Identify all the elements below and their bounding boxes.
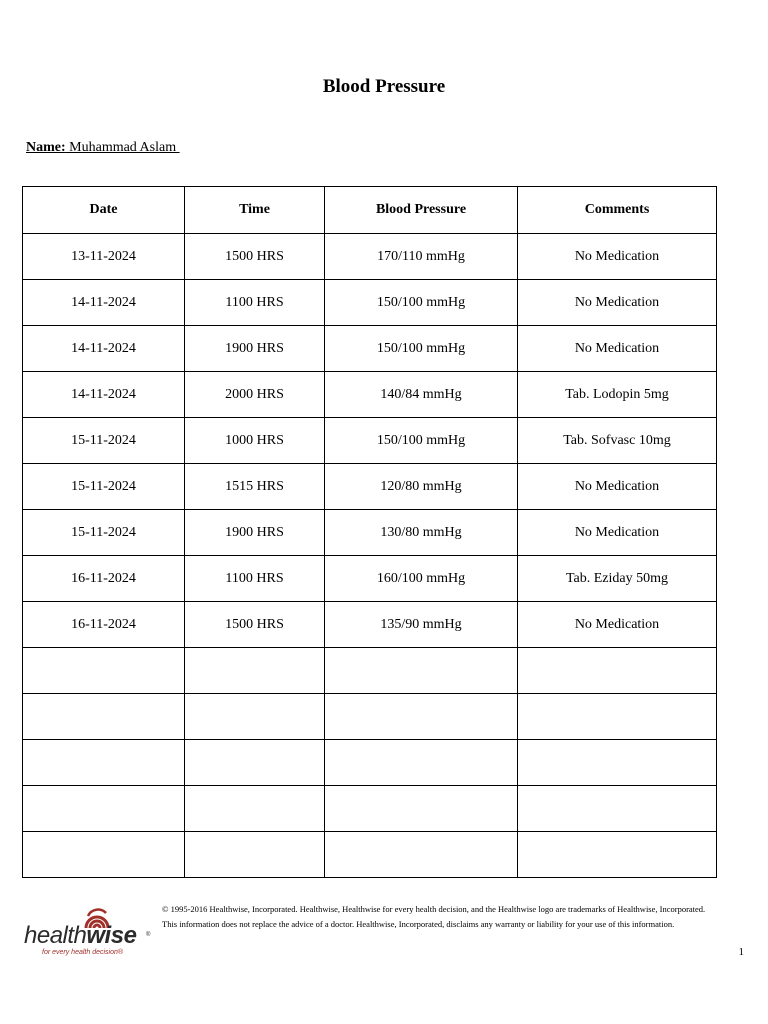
date-cell: 13-11-2024: [23, 234, 185, 280]
table-row: [23, 648, 717, 694]
comments-cell: Tab. Lodopin 5mg: [518, 372, 717, 418]
time-cell: 1100 HRS: [185, 556, 325, 602]
date-cell: 15-11-2024: [23, 418, 185, 464]
time-cell: 1100 HRS: [185, 280, 325, 326]
blood-pressure-cell: [325, 786, 518, 832]
table-row: [23, 510, 717, 556]
date-cell: [23, 786, 185, 832]
date-cell: 14-11-2024: [23, 372, 185, 418]
column-header-date: Date: [23, 187, 185, 234]
table-row: [23, 234, 717, 280]
comments-cell: [518, 740, 717, 786]
blood-pressure-cell: 170/110 mmHg: [325, 234, 518, 280]
time-cell: 2000 HRS: [185, 372, 325, 418]
blood-pressure-cell: [325, 648, 518, 694]
column-header-time: Time: [185, 187, 325, 234]
page-title: Blood Pressure: [322, 76, 446, 97]
date-cell: [23, 648, 185, 694]
date-cell: [23, 832, 185, 878]
blood-pressure-table: [22, 186, 717, 878]
footer: [22, 902, 742, 972]
legal-text: [162, 904, 734, 934]
blood-pressure-cell: 150/100 mmHg: [325, 418, 518, 464]
comments-cell: Tab. Eziday 50mg: [518, 556, 717, 602]
date-cell: 15-11-2024: [23, 510, 185, 556]
date-cell: 14-11-2024: [23, 280, 185, 326]
blood-pressure-cell: 150/100 mmHg: [325, 280, 518, 326]
comments-cell: [518, 648, 717, 694]
comments-cell: No Medication: [518, 464, 717, 510]
time-cell: 1900 HRS: [185, 510, 325, 556]
time-cell: [185, 740, 325, 786]
logo-tagline: for every health decision®: [42, 949, 124, 956]
date-cell: [23, 740, 185, 786]
blood-pressure-cell: [325, 740, 518, 786]
patient-name: Muhammad Aslam: [65, 140, 180, 155]
page-number: 1: [738, 946, 744, 958]
comments-cell: No Medication: [518, 602, 717, 648]
date-cell: 16-11-2024: [23, 602, 185, 648]
table-row: [23, 832, 717, 878]
comments-cell: [518, 786, 717, 832]
time-cell: 1900 HRS: [185, 326, 325, 372]
comments-cell: Tab. Sofvasc 10mg: [518, 418, 717, 464]
table-row: [23, 326, 717, 372]
table-row: [23, 602, 717, 648]
table-row: [23, 464, 717, 510]
date-cell: [23, 694, 185, 740]
comments-cell: [518, 832, 717, 878]
comments-cell: No Medication: [518, 510, 717, 556]
date-cell: 16-11-2024: [23, 556, 185, 602]
blood-pressure-cell: 160/100 mmHg: [325, 556, 518, 602]
blood-pressure-cell: 150/100 mmHg: [325, 326, 518, 372]
date-cell: 15-11-2024: [23, 464, 185, 510]
blood-pressure-cell: [325, 832, 518, 878]
patient-name-line: [26, 140, 180, 156]
table-header-row: [23, 187, 717, 234]
blood-pressure-cell: 120/80 mmHg: [325, 464, 518, 510]
time-cell: 1000 HRS: [185, 418, 325, 464]
healthwise-logo: [22, 904, 154, 960]
disclaimer-notice: This information does not replace the advice of a doctor. Healthwise, Incorporated, disclaims any warranty or liability for your use of this information.: [162, 919, 675, 929]
time-cell: 1500 HRS: [185, 234, 325, 280]
table-row: [23, 694, 717, 740]
column-header-blood-pressure: Blood Pressure: [325, 187, 518, 234]
comments-cell: No Medication: [518, 234, 717, 280]
column-header-comments: Comments: [518, 187, 717, 234]
blood-pressure-cell: 135/90 mmHg: [325, 602, 518, 648]
time-cell: [185, 648, 325, 694]
time-cell: [185, 832, 325, 878]
table-row: [23, 418, 717, 464]
table-row: [23, 786, 717, 832]
time-cell: 1500 HRS: [185, 602, 325, 648]
name-label: Name:: [26, 140, 66, 155]
comments-cell: No Medication: [518, 326, 717, 372]
date-cell: 14-11-2024: [23, 326, 185, 372]
blood-pressure-cell: 140/84 mmHg: [325, 372, 518, 418]
comments-cell: No Medication: [518, 280, 717, 326]
blood-pressure-cell: [325, 694, 518, 740]
logo-registered-mark: ®: [146, 932, 151, 938]
time-cell: [185, 786, 325, 832]
comments-cell: [518, 694, 717, 740]
time-cell: [185, 694, 325, 740]
time-cell: 1515 HRS: [185, 464, 325, 510]
table-row: [23, 556, 717, 602]
table-body: [23, 234, 717, 878]
copyright-notice: © 1995-2016 Healthwise, Incorporated. Healthwise, Healthwise for every health decision, and the Healthwise logo are trademarks of Healthwise, Incorporated.: [162, 904, 706, 914]
logo-wordmark: healthwise: [24, 922, 137, 949]
table-row: [23, 280, 717, 326]
table-row: [23, 740, 717, 786]
blood-pressure-cell: 130/80 mmHg: [325, 510, 518, 556]
table-row: [23, 372, 717, 418]
